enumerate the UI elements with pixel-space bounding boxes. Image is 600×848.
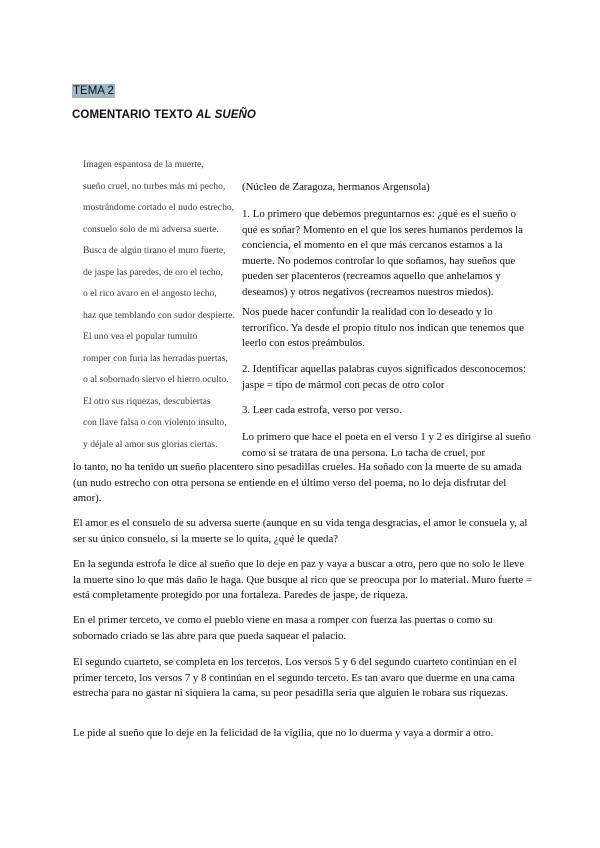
poem-line: Busca de algún tirano el muro fuerte,: [83, 245, 226, 256]
poem-image: [83, 158, 253, 459]
paragraph-3: 2. Identificar aquellas palabras cuyos significados desconocemos: jaspe = tipo de mármol con pecas de otro color: [242, 363, 526, 391]
poem-line: Imagen espantosa de la muerte,: [83, 159, 204, 170]
poem-line: con llave falsa o con violento insulto,: [83, 417, 227, 428]
title-italic: AL SUEÑO: [195, 109, 256, 121]
poem-line: o el rico avaro en el angosto lecho,: [83, 288, 217, 299]
page-title: [72, 109, 256, 121]
paragraph-8: En el primer terceto, ve como el pueblo viene en masa a romper con fuerza las puertas o como su sobornado criado se las abre para que pueda saquear el palacio.: [73, 614, 493, 642]
poem-line: o al sobornado siervo el hierro oculto.: [83, 374, 229, 385]
poem-line: sueño cruel, no turbes más mi pecho,: [83, 180, 226, 192]
paragraph-2: Nos puede hacer confundir la realidad con lo deseado y lo terrorífico. Ya desde el propio título nos indican que tenemos que leerlo con estos preámbulos.: [242, 306, 524, 349]
source-note: (Núcleo de Zaragoza, hermanos Argensola): [242, 181, 430, 193]
paragraph-1: 1. Lo primero que debemos preguntarnos es: ¿qué es el sueño o qué es soñar? Momento en el que los seres humanos perdemos la conciencia, el momento en el que más cercanos estamos a la muerte. No podemos controlar lo que soñamos, hay sueños que pueden ser placenteros (recreamos aquello que anhelamos y deseamos) y otros negativos (recreamos nuestros miedos).: [242, 208, 523, 298]
poem-line: mostrándome cortado el nudo estrecho,: [83, 202, 235, 213]
poem-line: El otro sus riquezas, descubiertas: [83, 395, 211, 407]
paragraph-5-start: Lo primero que hace el poeta en el verso 1 y 2 es dirigirse al sueño como si se tratara de una persona. Lo tacha de cruel, por: [242, 431, 531, 459]
poem-line: de jaspe las paredes, de oro el techo,: [83, 266, 223, 278]
poem-line: romper con furia las herradas puertas,: [83, 352, 228, 364]
paragraph-6: El amor es el consuelo de su adversa suerte (aunque en su vida tenga desgracias, el amor le consuela y, al ser su único consuelo, si la muerte se lo quita, ¿qué le queda?: [73, 517, 528, 545]
paragraph-4: 3. Leer cada estrofa, verso por verso.: [242, 404, 402, 416]
poem-line: El uno vea el popular tumulto: [83, 331, 198, 342]
title-main: COMENTARIO TEXTO: [72, 109, 196, 121]
poem-line: y déjale al amor sus glorias ciertas.: [83, 438, 218, 450]
paragraph-9: El segundo cuarteto, se completa en los tercetos. Los versos 5 y 6 del segundo cuarteto continúan en el primer terceto, los versos 7 y 8 continúan en el segundo terceto. Es tan avaro que duerme en una cama estrecha para no gastar ni siquiera la cama, su peor pesadilla sería que alguien le robara sus riquezas.: [73, 656, 517, 699]
poem-line: haz que temblando con sudor despierte.: [83, 309, 235, 321]
topic-label: TEMA 2: [73, 85, 114, 97]
paragraph-10: Le pide al sueño que lo deje en la felicidad de la vigilia, que no lo duerma y vaya a dormir a otro.: [73, 727, 494, 739]
paragraph-7: En la segunda estrofa le dice al sueño que lo deje en paz y vaya a buscar a otro, pero que no solo le lleve la muerte sino lo que más daño le haga. Que busque al rico que se preocupa por lo material. Muro fuerte = está completamente protegido por una fortaleza. Paredes de jaspe, de riqueza.: [73, 558, 533, 601]
poem-line: consuelo solo de mi adversa suerte.: [83, 223, 219, 235]
paragraph-5-rest: lo tanto, no ha tenido un sueño placentero sino pesadillas crueles. Ha soñado con la muerte de su amada (un nudo estrecho con otra persona se entiende en el último verso del poema, no lo deja disfrutar del amor).: [73, 461, 522, 504]
